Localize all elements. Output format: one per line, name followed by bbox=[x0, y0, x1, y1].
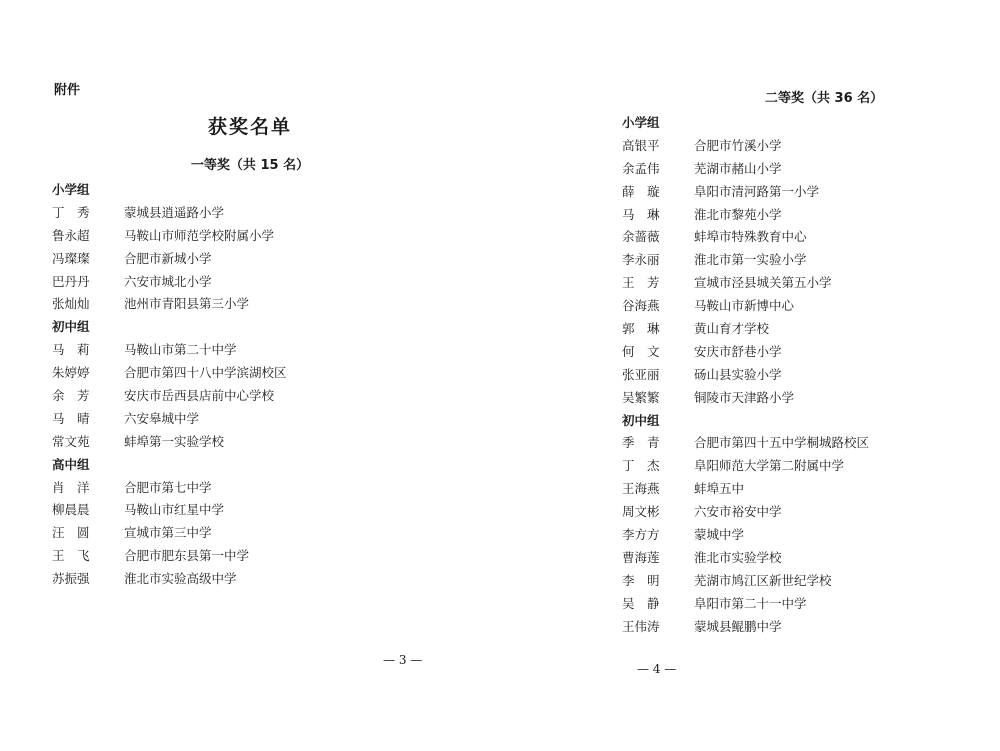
winner-school: 宣城市第三中学 bbox=[124, 525, 212, 541]
winner-row bbox=[622, 501, 869, 524]
page-number-left: — 3 — bbox=[383, 653, 423, 667]
winner-row bbox=[622, 478, 869, 501]
group-label: 初中组 bbox=[622, 412, 660, 428]
winner-name: 何 文 bbox=[622, 343, 660, 359]
winner-row bbox=[622, 547, 869, 570]
winner-school: 蒙城中学 bbox=[694, 527, 745, 543]
winner-row bbox=[622, 364, 869, 387]
winner-name: 吴繁繁 bbox=[622, 389, 660, 405]
winner-name: 谷海燕 bbox=[622, 298, 660, 314]
winner-name: 巴丹丹 bbox=[52, 273, 90, 289]
winner-school: 合肥市第七中学 bbox=[124, 479, 212, 495]
winner-name: 曹海莲 bbox=[622, 549, 660, 565]
winner-row bbox=[622, 295, 869, 318]
winner-name: 张亚丽 bbox=[622, 366, 660, 382]
winner-row bbox=[622, 158, 869, 181]
winner-row bbox=[622, 341, 869, 364]
winner-row bbox=[52, 248, 287, 271]
winner-row bbox=[622, 135, 869, 158]
winner-row bbox=[622, 272, 869, 295]
winner-school: 马鞍山市红星中学 bbox=[124, 502, 225, 518]
winner-name: 丁 杰 bbox=[622, 458, 660, 474]
winner-row bbox=[622, 226, 869, 249]
winner-name: 周文彬 bbox=[622, 504, 660, 520]
winner-row bbox=[52, 293, 287, 316]
winner-row bbox=[622, 616, 869, 639]
group-label: 小学组 bbox=[52, 182, 90, 197]
winner-school: 宣城市泾县城关第五小学 bbox=[694, 275, 832, 291]
winner-school: 蒙城县鲲鹏中学 bbox=[694, 618, 782, 634]
winner-name: 李 明 bbox=[622, 572, 660, 588]
second-prize-list bbox=[622, 112, 869, 638]
winner-name: 王 飞 bbox=[52, 548, 90, 564]
winner-school: 池州市青阳县第三小学 bbox=[124, 296, 250, 312]
winner-row bbox=[622, 181, 869, 204]
winner-name: 余孟伟 bbox=[622, 160, 660, 176]
winner-name: 吴 静 bbox=[622, 595, 660, 611]
winner-row bbox=[622, 318, 869, 341]
winner-school: 芜湖市赭山小学 bbox=[694, 160, 782, 176]
winner-row bbox=[622, 593, 869, 616]
page-number-right: — 4 — bbox=[637, 662, 677, 676]
winner-name: 高银平 bbox=[622, 137, 660, 153]
winner-name: 薛 璇 bbox=[622, 183, 660, 199]
first-prize-heading: 一等奖（共 15 名） bbox=[190, 158, 310, 173]
winner-row bbox=[52, 431, 287, 454]
winner-row bbox=[52, 477, 287, 500]
winner-name: 王伟涛 bbox=[622, 618, 660, 634]
winner-school: 马鞍山市第二十中学 bbox=[124, 342, 237, 358]
winner-school: 安庆市岳西县店前中心学校 bbox=[124, 388, 275, 404]
winner-row bbox=[52, 225, 287, 248]
winner-name: 丁 秀 bbox=[52, 204, 90, 220]
winner-name: 马 琳 bbox=[622, 206, 660, 222]
winner-name: 季 青 bbox=[622, 435, 660, 451]
winner-school: 安庆市舒巷小学 bbox=[694, 343, 782, 359]
winner-name: 冯璨璨 bbox=[52, 250, 90, 266]
winner-school: 合肥市第四十八中学滨湖校区 bbox=[124, 365, 287, 381]
winner-school: 淮北市实验学校 bbox=[694, 549, 782, 565]
winner-name: 柳晨晨 bbox=[52, 502, 90, 518]
winner-school: 六安市裕安中学 bbox=[694, 504, 782, 520]
attachment-label: 附件 bbox=[54, 83, 81, 98]
winner-school: 阜阳师范大学第二附属中学 bbox=[694, 458, 845, 474]
group-label: 小学组 bbox=[622, 115, 660, 130]
winner-row bbox=[622, 204, 869, 227]
winner-school: 阜阳市第二十一中学 bbox=[694, 595, 807, 611]
winner-name: 常文苑 bbox=[52, 433, 90, 449]
winner-row bbox=[52, 522, 287, 545]
winner-school: 六安市城北小学 bbox=[124, 273, 212, 289]
winner-name: 李永丽 bbox=[622, 252, 660, 268]
winner-school: 蚌埠市特殊教育中心 bbox=[694, 229, 807, 245]
winner-school: 砀山县实验小学 bbox=[694, 366, 782, 382]
winner-name: 汪 圆 bbox=[52, 525, 90, 541]
winner-name: 余蔷薇 bbox=[622, 229, 660, 245]
winner-school: 马鞍山市新博中心 bbox=[694, 298, 795, 314]
winner-school: 蒙城县逍遥路小学 bbox=[124, 204, 225, 220]
winner-name: 郭 琳 bbox=[622, 321, 660, 337]
winner-name: 鲁永超 bbox=[52, 227, 90, 243]
winner-name: 王 芳 bbox=[622, 275, 660, 291]
winner-school: 淮北市实验高级中学 bbox=[124, 571, 237, 587]
right-page bbox=[500, 0, 1000, 751]
winner-row bbox=[52, 568, 287, 591]
winner-name: 余 芳 bbox=[52, 388, 90, 404]
winner-school: 六安皋城中学 bbox=[124, 410, 200, 426]
winner-school: 合肥市肥东县第一中学 bbox=[124, 548, 250, 564]
winner-name: 李方方 bbox=[622, 527, 660, 543]
winner-row bbox=[52, 362, 287, 385]
winner-row bbox=[52, 271, 287, 294]
document-title: 获奖名单 bbox=[207, 116, 292, 138]
winner-name: 张灿灿 bbox=[52, 296, 90, 312]
group-label: 初中组 bbox=[52, 319, 90, 335]
winner-row bbox=[52, 545, 287, 568]
winner-row bbox=[622, 387, 869, 410]
winner-row bbox=[52, 499, 287, 522]
winner-row bbox=[622, 455, 869, 478]
winner-school: 阜阳市清河路第一小学 bbox=[694, 183, 820, 199]
winner-school: 淮北市黎苑小学 bbox=[694, 206, 782, 222]
winner-school: 蚌埠第一实验学校 bbox=[124, 433, 225, 449]
winner-row bbox=[622, 432, 869, 455]
winner-name: 马 晴 bbox=[52, 410, 90, 426]
winner-name: 朱婷婷 bbox=[52, 365, 90, 381]
winner-school: 合肥市新城小学 bbox=[124, 250, 212, 266]
winner-name: 肖 洋 bbox=[52, 479, 90, 495]
winner-name: 马 莉 bbox=[52, 342, 90, 358]
winner-school: 淮北市第一实验小学 bbox=[694, 252, 807, 268]
winner-row bbox=[52, 202, 287, 225]
winner-school: 黄山育才学校 bbox=[694, 321, 770, 337]
second-prize-heading: 二等奖（共 36 名） bbox=[765, 91, 884, 106]
winner-row bbox=[622, 249, 869, 272]
winner-school: 芜湖市鸠江区新世纪学校 bbox=[694, 572, 832, 588]
winner-name: 王海燕 bbox=[622, 481, 660, 497]
winner-row bbox=[52, 339, 287, 362]
winner-row bbox=[52, 408, 287, 431]
first-prize-list bbox=[52, 179, 287, 591]
winner-row bbox=[622, 524, 869, 547]
winner-school: 合肥市第四十五中学桐城路校区 bbox=[694, 435, 870, 451]
winner-row bbox=[52, 385, 287, 408]
winner-school: 蚌埠五中 bbox=[694, 481, 745, 497]
winner-row bbox=[622, 570, 869, 593]
winner-school: 铜陵市天津路小学 bbox=[694, 389, 795, 405]
group-label: 高中组 bbox=[52, 456, 90, 472]
winner-school: 马鞍山市师范学校附属小学 bbox=[124, 227, 275, 243]
winner-school: 合肥市竹溪小学 bbox=[694, 137, 782, 153]
winner-name: 苏振强 bbox=[52, 571, 90, 587]
